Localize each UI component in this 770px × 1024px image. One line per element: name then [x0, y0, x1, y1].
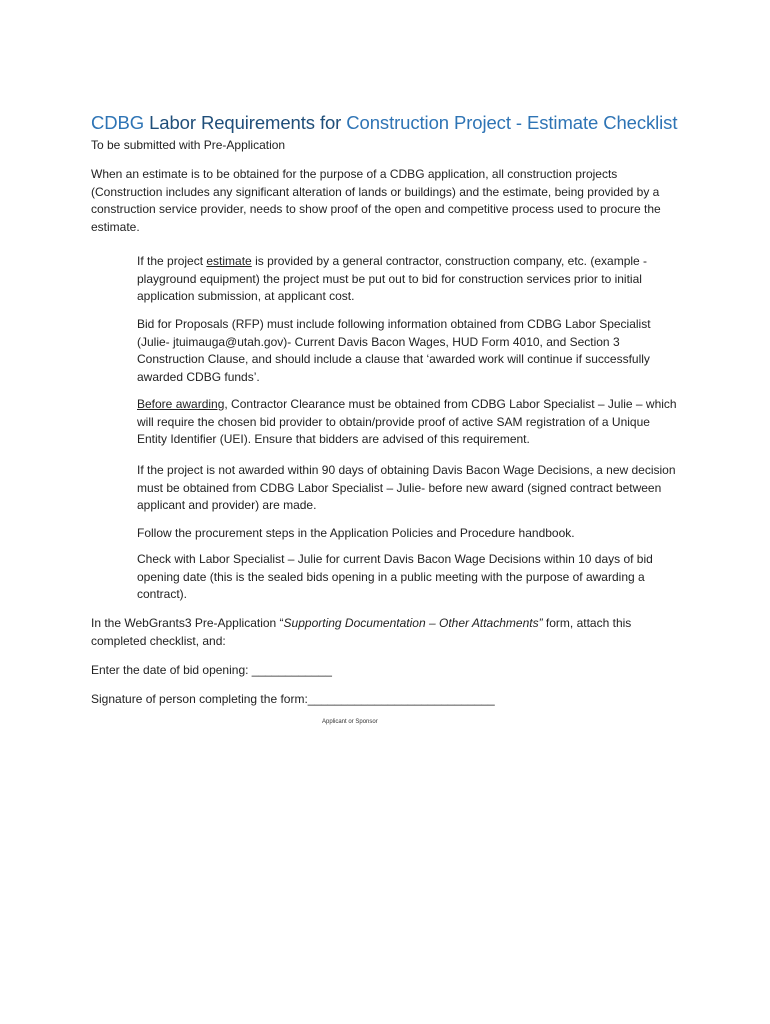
signature-field[interactable]: Signature of person completing the form:____________________________ [91, 692, 495, 706]
item1-pre: If the project [137, 254, 207, 268]
requirement-item-5: Follow the procurement steps in the Application Policies and Procedure handbook. [137, 526, 575, 540]
requirement-item-1 [137, 253, 682, 306]
requirement-item-2: Bid for Proposals (RFP) must include following information obtained from CDBG Labor Specialist (Julie- jtuimauga@utah.gov)- Current Davis Bacon Wages, HUD Form 4010, and Section 3 Construction Clause, and should include a clause that ‘awarded work will continue if successfully awarded CDBG funds’. [137, 317, 651, 384]
item1-underlined: estimate [206, 254, 252, 268]
requirement-item-3 [137, 396, 682, 449]
signature-caption: Applicant or Sponsor [322, 719, 378, 725]
attachment-instructions [91, 615, 681, 650]
document-subtitle: To be submitted with Pre-Application [91, 138, 286, 152]
attach-pre: In the WebGrants3 Pre-Application “ [91, 616, 284, 630]
intro-paragraph: When an estimate is to be obtained for the purpose of a CDBG application, all construction projects (Construction includes any significant alteration of lands or buildings) and the estimate, being provided by a construction service provider, needs to show proof of the open and competitive process used to procure the estimate. [91, 167, 661, 234]
item3-post: , Contractor Clearance must be obtained from CDBG Labor Specialist – Julie – which will require the chosen bid provider to obtain/provide proof of active SAM registration of a Unique Entity Identifier (UEI). Ensure that bidders are advised of this requirement. [137, 397, 677, 446]
attach-italic: Supporting Documentation – Other Attachments” [283, 616, 543, 630]
item3-underlined: Before awarding [137, 397, 225, 411]
bid-date-field[interactable]: Enter the date of bid opening: ____________ [91, 663, 332, 677]
title-part-2: Labor Requirements for [149, 112, 342, 133]
title-part-3: Construction Project - Estimate Checklist [341, 112, 678, 133]
requirement-item-4: If the project is not awarded within 90 days of obtaining Davis Bacon Wage Decisions, a new decision must be obtained from CDBG Labor Specialist – Julie- before new award (signed contract between applicant and provider) are made. [137, 463, 676, 512]
item1-post: is provided by a general contractor, construction company, etc. (example - playground equipment) the project must be put out to bid for construction services prior to initial application submission, at applicant cost. [137, 254, 648, 303]
attach-post: form, attach this completed checklist, and: [91, 616, 632, 648]
requirement-item-6: Check with Labor Specialist – Julie for current Davis Bacon Wage Decisions within 10 days of bid opening date (this is the sealed bids opening in a public meeting with the purpose of awarding a contract). [137, 552, 653, 601]
title-part-1: CDBG [91, 112, 150, 133]
document-title [91, 112, 677, 134]
